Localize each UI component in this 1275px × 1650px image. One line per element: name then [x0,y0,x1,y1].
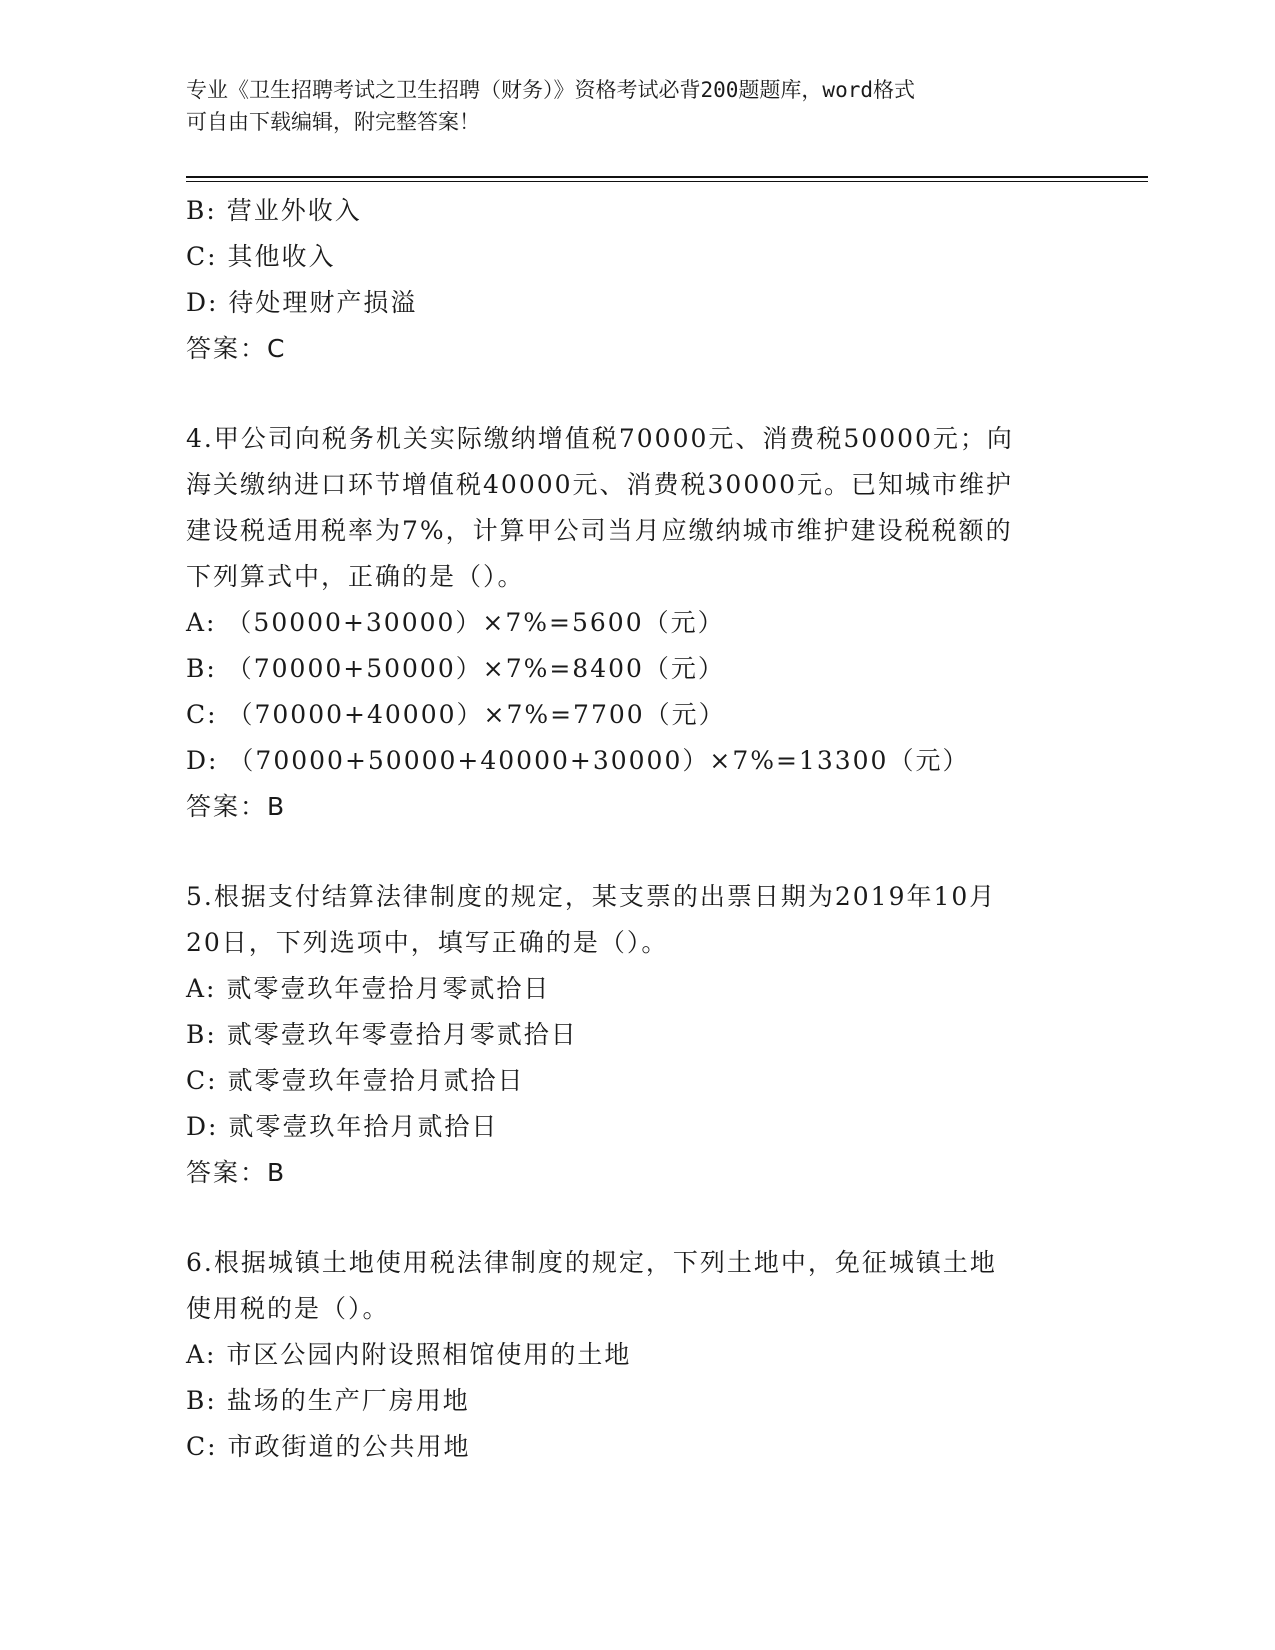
option-b: B: 贰零壹玖年零壹拾月零贰拾日 [186,1020,578,1049]
header-divider-thick [186,176,1148,178]
question-text-line: 4.甲公司向税务机关实际缴纳增值税70000元、消费税50000元；向 [186,424,1014,453]
option-a: A: 市区公园内附设照相馆使用的土地 [186,1340,632,1369]
option-b: B: 营业外收入 [186,196,362,225]
answer-line: 答案：B [186,1158,287,1187]
spacer [186,372,1086,416]
header-line-1: 专业《卫生招聘考试之卫生招聘（财务）》资格考试必背200题题库，word格式 [186,78,915,102]
option-d: D: 待处理财产损溢 [186,288,418,317]
document-header [186,74,1066,138]
option-c: C: 其他收入 [186,242,336,271]
spacer [186,1196,1086,1240]
question-text-line: 5.根据支付结算法律制度的规定，某支票的出票日期为2019年10月 [186,882,997,911]
header-line-2: 可自由下载编辑，附完整答案！ [186,110,480,134]
question-block-4 [186,416,1086,830]
spacer [186,830,1086,874]
option-a: A: 贰零壹玖年壹拾月零贰拾日 [186,974,551,1003]
option-b: B: 盐场的生产厂房用地 [186,1386,470,1415]
question-block-prev [186,188,1086,372]
question-text-line: 20日，下列选项中，填写正确的是（）。 [186,928,669,957]
option-d: D: 贰零壹玖年拾月贰拾日 [186,1112,499,1141]
question-text-line: 6.根据城镇土地使用税法律制度的规定，下列土地中，免征城镇土地 [186,1248,997,1277]
document-body [186,188,1086,1470]
option-c: C: （70000+40000）×7%=7700（元） [186,700,726,729]
question-block-5 [186,874,1086,1196]
question-text-line: 使用税的是（）。 [186,1294,390,1323]
question-block-6 [186,1240,1086,1470]
option-d: D: （70000+50000+40000+30000）×7%=13300（元） [186,746,970,775]
option-c: C: 市政街道的公共用地 [186,1432,471,1461]
option-b: B: （70000+50000）×7%=8400（元） [186,654,725,683]
answer-line: 答案：C [186,334,287,363]
header-divider-thin [186,181,1148,182]
question-text-line: 建设税适用税率为7%，计算甲公司当月应缴纳城市维护建设税税额的 [186,516,1013,545]
option-a: A: （50000+30000）×7%=5600（元） [186,608,725,637]
question-text-line: 下列算式中，正确的是（）。 [186,562,525,591]
answer-line: 答案：B [186,792,287,821]
option-c: C: 贰零壹玖年壹拾月贰拾日 [186,1066,525,1095]
question-text-line: 海关缴纳进口环节增值税40000元、消费税30000元。已知城市维护 [186,470,1014,499]
